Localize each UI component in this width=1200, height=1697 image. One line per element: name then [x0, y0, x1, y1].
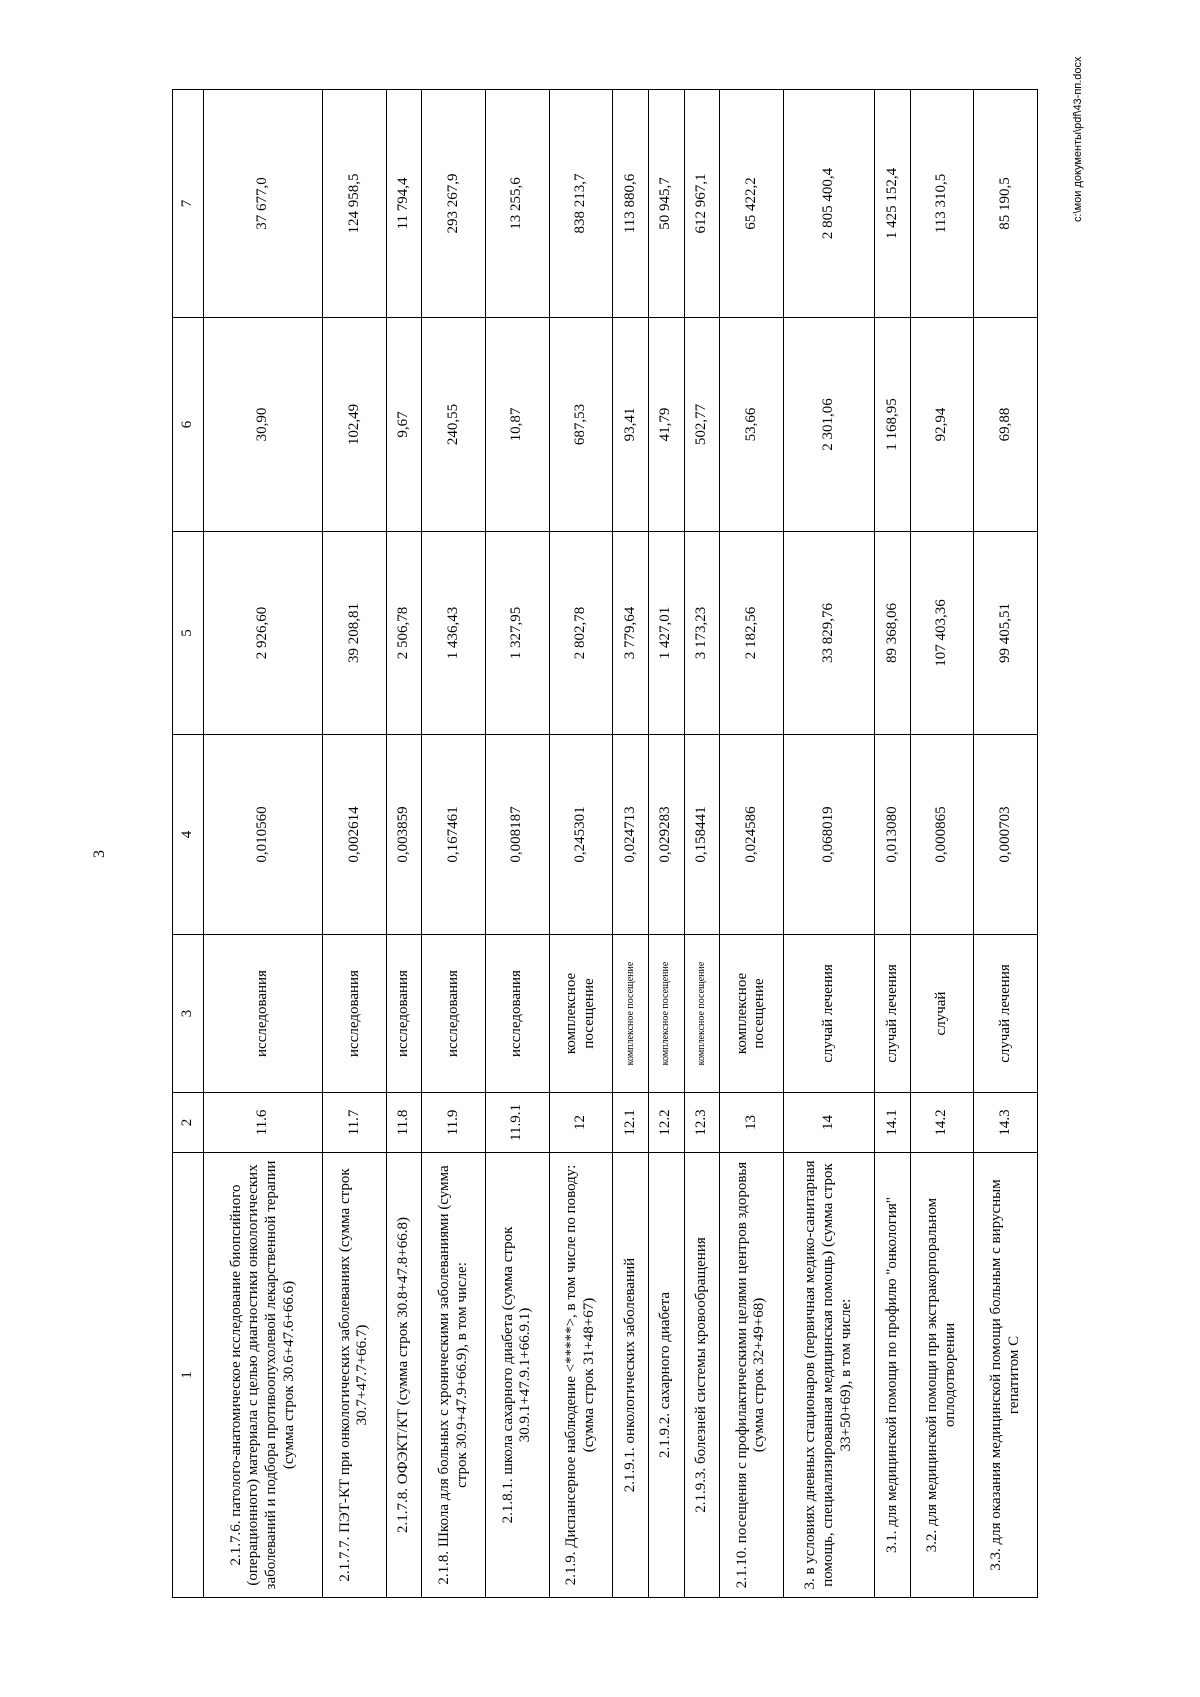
row-value-col5: 1 327,95	[486, 532, 550, 735]
row-value-col4: 0,003859	[386, 735, 422, 935]
table-row	[974, 90, 1038, 1598]
table-row	[720, 90, 784, 1598]
row-value-col5: 2 926,60	[204, 532, 323, 735]
row-name-cell: 2.1.9.2. сахарного диабета	[648, 1153, 684, 1598]
row-value-col5: 99 405,51	[974, 532, 1038, 735]
row-value-col5: 2 802,78	[549, 532, 613, 735]
row-unit-cell: комплексное посещение	[613, 935, 649, 1093]
row-unit-cell: исследования	[386, 935, 422, 1093]
row-value-col4: 0,013080	[875, 735, 911, 935]
table-row	[910, 90, 974, 1598]
row-unit-cell: случай лечения	[783, 935, 874, 1093]
row-name-cell: 3.2. для медицинской помощи при экстракорпоральном оплодотворении	[910, 1153, 974, 1598]
row-value-col7: 1 425 152,4	[875, 90, 911, 318]
table-row	[204, 90, 323, 1598]
row-value-col7: 124 958,5	[323, 90, 387, 318]
rotated-table-container	[172, 90, 1038, 1598]
table-row	[684, 90, 720, 1598]
row-value-col4: 0,029283	[648, 735, 684, 935]
row-unit-cell: исследования	[422, 935, 486, 1093]
row-unit-cell: исследования	[323, 935, 387, 1093]
row-value-col7: 37 677,0	[204, 90, 323, 318]
row-value-col6: 687,53	[549, 318, 613, 532]
row-value-col6: 10,87	[486, 318, 550, 532]
row-value-col6: 9,67	[386, 318, 422, 532]
row-value-col4: 0,167461	[422, 735, 486, 935]
row-value-col4: 0,024586	[720, 735, 784, 935]
row-value-col7: 65 422,2	[720, 90, 784, 318]
row-value-col5: 2 182,56	[720, 532, 784, 735]
row-value-col7: 85 190,5	[974, 90, 1038, 318]
row-unit-cell: случай лечения	[974, 935, 1038, 1093]
row-value-col6: 30,90	[204, 318, 323, 532]
row-value-col4: 0,158441	[684, 735, 720, 935]
table-row	[549, 90, 613, 1598]
column-header-3: 3	[173, 935, 204, 1093]
row-name-cell: 2.1.10. посещения с профилактическими целями центров здоровья (сумма строк 32+49+68)	[720, 1153, 784, 1598]
row-unit-cell: комплексное посещение	[684, 935, 720, 1093]
row-value-col5: 39 208,81	[323, 532, 387, 735]
row-value-col6: 102,49	[323, 318, 387, 532]
row-value-col4: 0,008187	[486, 735, 550, 935]
column-header-7: 7	[173, 90, 204, 318]
row-value-col7: 293 267,9	[422, 90, 486, 318]
row-name-cell: 3. в условиях дневных стационаров (первичная медико-санитарная помощь, специализированная медицинская помощь) (сумма строк 33+50+69), в том числе:	[783, 1153, 874, 1598]
row-code-cell: 11.6	[204, 1093, 323, 1153]
row-name-cell: 2.1.7.8. ОФЭКТ/КТ (сумма строк 30.8+47.8+66.8)	[386, 1153, 422, 1598]
row-name-cell: 2.1.9.1. онкологических заболеваний	[613, 1153, 649, 1598]
page-number: 3	[91, 850, 108, 858]
footer-file-path: c:\мои документы\pdf\43-пп.docx	[1072, 56, 1084, 222]
row-unit-cell: комплексное посещение	[720, 935, 784, 1093]
column-header-1: 1	[173, 1153, 204, 1598]
row-value-col4: 0,010560	[204, 735, 323, 935]
row-value-col7: 13 255,6	[486, 90, 550, 318]
row-unit-cell: комплексное посещение	[549, 935, 613, 1093]
row-value-col5: 3 173,23	[684, 532, 720, 735]
row-unit-cell: исследования	[486, 935, 550, 1093]
row-value-col5: 1 436,43	[422, 532, 486, 735]
row-unit-cell: исследования	[204, 935, 323, 1093]
column-header-2: 2	[173, 1093, 204, 1153]
row-value-col7: 50 945,7	[648, 90, 684, 318]
table-row	[648, 90, 684, 1598]
row-code-cell: 14.2	[910, 1093, 974, 1153]
row-unit-cell: случай	[910, 935, 974, 1093]
row-value-col6: 2 301,06	[783, 318, 874, 532]
row-code-cell: 14	[783, 1093, 874, 1153]
row-code-cell: 12.2	[648, 1093, 684, 1153]
data-table	[172, 89, 1038, 1598]
row-code-cell: 14.3	[974, 1093, 1038, 1153]
table-row	[875, 90, 911, 1598]
row-code-cell: 12.1	[613, 1093, 649, 1153]
row-value-col4: 0,000703	[974, 735, 1038, 935]
row-code-cell: 11.8	[386, 1093, 422, 1153]
column-header-6: 6	[173, 318, 204, 532]
row-value-col7: 11 794,4	[386, 90, 422, 318]
row-value-col6: 240,55	[422, 318, 486, 532]
row-code-cell: 11.9.1	[486, 1093, 550, 1153]
row-value-col5: 3 779,64	[613, 532, 649, 735]
row-value-col6: 93,41	[613, 318, 649, 532]
row-value-col6: 53,66	[720, 318, 784, 532]
row-value-col7: 113 880,6	[613, 90, 649, 318]
row-value-col4: 0,024713	[613, 735, 649, 935]
row-value-col6: 41,79	[648, 318, 684, 532]
row-name-cell: 2.1.8.1. школа сахарного диабета (сумма строк 30.9.1+47.9.1+66.9.1)	[486, 1153, 550, 1598]
row-value-col5: 2 506,78	[386, 532, 422, 735]
table-row	[613, 90, 649, 1598]
table-row	[422, 90, 486, 1598]
row-value-col7: 612 967,1	[684, 90, 720, 318]
row-code-cell: 11.7	[323, 1093, 387, 1153]
row-value-col6: 69,88	[974, 318, 1038, 532]
row-code-cell: 13	[720, 1093, 784, 1153]
row-value-col5: 107 403,36	[910, 532, 974, 735]
table-body	[204, 90, 1038, 1598]
row-unit-cell: случай лечения	[875, 935, 911, 1093]
column-header-5: 5	[173, 532, 204, 735]
row-value-col4: 0,000865	[910, 735, 974, 935]
row-unit-cell: комплексное посещение	[648, 935, 684, 1093]
row-name-cell: 2.1.7.6. патолого-анатомическое исследование биопсийного (операционного) материала с целью диагностики онкологических заболеваний и подбора противоопухолевой лекарственной терапии (сумма строк 30.6+47.6+66.6)	[204, 1153, 323, 1598]
row-name-cell: 2.1.9.3. болезней системы кровообращения	[684, 1153, 720, 1598]
row-value-col7: 838 213,7	[549, 90, 613, 318]
row-code-cell: 12.3	[684, 1093, 720, 1153]
row-name-cell: 2.1.7.7. ПЭТ-КТ при онкологических заболеваниях (сумма строк 30.7+47.7+66.7)	[323, 1153, 387, 1598]
table-header-row	[173, 90, 204, 1598]
row-value-col5: 1 427,01	[648, 532, 684, 735]
table-row	[323, 90, 387, 1598]
column-header-4: 4	[173, 735, 204, 935]
row-name-cell: 2.1.8. Школа для больных с хроническими заболеваниями (сумма строк 30.9+47.9+66.9), в том числе:	[422, 1153, 486, 1598]
row-name-cell: 3.3. для оказания медицинской помощи больным с вирусным гепатитом С	[974, 1153, 1038, 1598]
table-row	[783, 90, 874, 1598]
row-code-cell: 14.1	[875, 1093, 911, 1153]
row-code-cell: 12	[549, 1093, 613, 1153]
table-row	[386, 90, 422, 1598]
row-code-cell: 11.9	[422, 1093, 486, 1153]
row-value-col5: 89 368,06	[875, 532, 911, 735]
row-value-col7: 113 310,5	[910, 90, 974, 318]
row-value-col4: 0,002614	[323, 735, 387, 935]
row-name-cell: 2.1.9. Диспансерное наблюдение <*****>, в том числе по поводу: (сумма строк 31+48+67)	[549, 1153, 613, 1598]
row-value-col6: 502,77	[684, 318, 720, 532]
row-value-col6: 1 168,95	[875, 318, 911, 532]
row-value-col5: 33 829,76	[783, 532, 874, 735]
row-name-cell: 3.1. для медицинской помощи по профилю "онкология"	[875, 1153, 911, 1598]
row-value-col4: 0,068019	[783, 735, 874, 935]
row-value-col7: 2 805 400,4	[783, 90, 874, 318]
table-row	[486, 90, 550, 1598]
row-value-col4: 0,245301	[549, 735, 613, 935]
row-value-col6: 92,94	[910, 318, 974, 532]
